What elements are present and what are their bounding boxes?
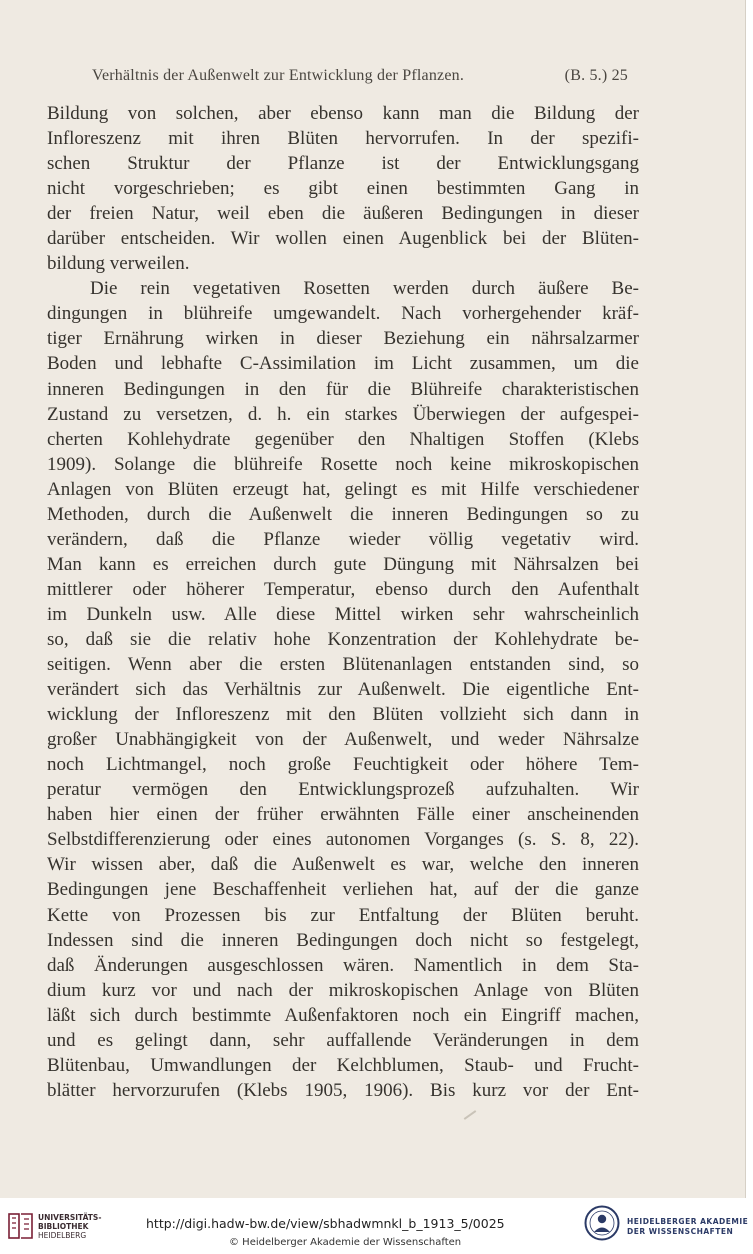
text-line: Zustand zu versetzen, d. h. ein starkes Überwiegen der aufgespei- — [47, 403, 639, 425]
text-line: noch Lichtmangel, noch große Feuchtigkeit oder höhere Tem- — [47, 754, 639, 776]
text-line: und es gelingt dann, sehr auffallende Veränderungen in dem — [47, 1029, 639, 1051]
text-line: Kette von Prozessen bis zur Entfaltung der Blüten beruht. — [47, 904, 639, 926]
text-line: Bildung von solchen, aber ebenso kann man die Bildung der — [47, 103, 639, 124]
text-line: verändert sich das Verhältnis zur Außenwelt. Die eigentliche Ent- — [47, 679, 639, 701]
text-line: daß Änderungen ausgeschlossen wären. Namentlich in dem Sta- — [47, 954, 639, 976]
page-number: (B. 5.) 25 — [564, 67, 628, 84]
text-line: Anlagen von Blüten erzeugt hat, gelingt es mit Hilfe verschiedener — [47, 478, 639, 500]
text-line: Wir wissen aber, daß die Außenwelt es war, welche den inneren — [47, 854, 639, 876]
text-line: tiger Ernährung wirken in dieser Beziehung ein nährsalzarmer — [47, 328, 639, 350]
academy-seal-icon — [584, 1205, 620, 1241]
text-line: inneren Bedingungen in den für die Blühreife charakteristischen — [47, 378, 639, 400]
running-title: Verhältnis der Außenwelt zur Entwicklung der Pflanzen. — [92, 67, 465, 84]
university-library-name: UNIVERSITÄTS- BIBLIOTHEK HEIDELBERG — [38, 1213, 102, 1240]
university-library-logo-icon — [8, 1210, 34, 1242]
text-line: 1909). Solange die blühreife Rosette noch keine mikroskopischen — [47, 453, 639, 475]
text-line: verändern, daß die Pflanze wieder völlig vegetativ wird. — [47, 528, 639, 550]
text-line: Blütenbau, Umwandlungen der Kelchblumen, Staub- und Frucht- — [47, 1054, 639, 1076]
copyright-notice: © Heidelberger Akademie der Wissenschaften — [229, 1237, 462, 1248]
text-line: mittlerer oder höherer Temperatur, ebenso durch den Aufenthalt — [47, 578, 639, 600]
text-line: Boden und lebhafte C-Assimilation im Licht zusammen, um die — [47, 353, 639, 375]
permalink-url[interactable]: http://digi.hadw-bw.de/view/sbhadwmnkl_b_1913_5/0025 — [146, 1216, 505, 1231]
text-line: Die rein vegetativen Rosetten werden durch äußere Be- — [90, 278, 639, 300]
text-line: seitigen. Wenn aber die ersten Blütenanlagen entstanden sind, so — [47, 654, 639, 676]
text-line: peratur vermögen den Entwicklungsprozeß aufzuhalten. Wir — [47, 779, 639, 801]
text-line: Methoden, durch die Außenwelt die inneren Bedingungen so zu — [47, 503, 639, 525]
text-line: cherten Kohlehydrate gegenüber den Nhaltigen Stoffen (Klebs — [47, 428, 639, 450]
text-line: blätter hervorzurufen (Klebs 1905, 1906). Bis kurz vor der Ent- — [47, 1079, 639, 1101]
text-line: bildung verweilen. — [47, 253, 190, 275]
text-line: Infloreszenz mit ihren Blüten hervorrufen. In der spezifi- — [47, 128, 639, 150]
text-line: Indessen sind die inneren Bedingungen doch nicht so festgelegt, — [47, 929, 639, 951]
body-text — [47, 101, 639, 1103]
text-line: haben hier einen der früher erwähnten Fälle einer anscheinenden — [47, 804, 639, 826]
text-line: so, daß sie die relativ hohe Konzentration der Kohlehydrate be- — [47, 628, 639, 650]
text-line: im Dunkeln usw. Alle diese Mittel wirken sehr wahrscheinlich — [47, 603, 639, 625]
text-line: darüber entscheiden. Wir wollen einen Augenblick bei der Blüten- — [47, 228, 639, 250]
text-line: nicht vorgeschrieben; es gibt einen bestimmten Gang in — [47, 178, 639, 200]
text-line: großer Unabhängigkeit von der Außenwelt, und weder Nährsalze — [47, 729, 639, 751]
text-line: läßt sich durch bestimmte Außenfaktoren noch ein Eingriff machen, — [47, 1004, 639, 1026]
text-line: Selbstdifferenzierung oder eines autonomen Vorganges (s. S. 8, 22). — [47, 829, 639, 851]
text-line: wicklung der Infloreszenz mit den Blüten vollzieht sich dann in — [47, 704, 639, 726]
text-line: dium kurz vor und nach der mikroskopischen Anlage von Blüten — [47, 979, 639, 1001]
text-line: dingungen in blühreife umgewandelt. Nach vorhergehender kräf- — [47, 303, 639, 325]
running-header — [92, 67, 628, 85]
text-line: Bedingungen jene Beschaffenheit verliehen hat, auf der die ganze — [47, 879, 639, 901]
text-line: der freien Natur, weil eben die äußeren Bedingungen in dieser — [47, 203, 639, 225]
pencil-mark — [464, 1110, 477, 1120]
text-line: schen Struktur der Pflanze ist der Entwicklungsgang — [47, 153, 639, 175]
text-line: Man kann es erreichen durch gute Düngung mit Nährsalzen bei — [47, 553, 639, 575]
academy-name: HEIDELBERGER AKADEMIE DER WISSENSCHAFTEN — [627, 1217, 749, 1236]
